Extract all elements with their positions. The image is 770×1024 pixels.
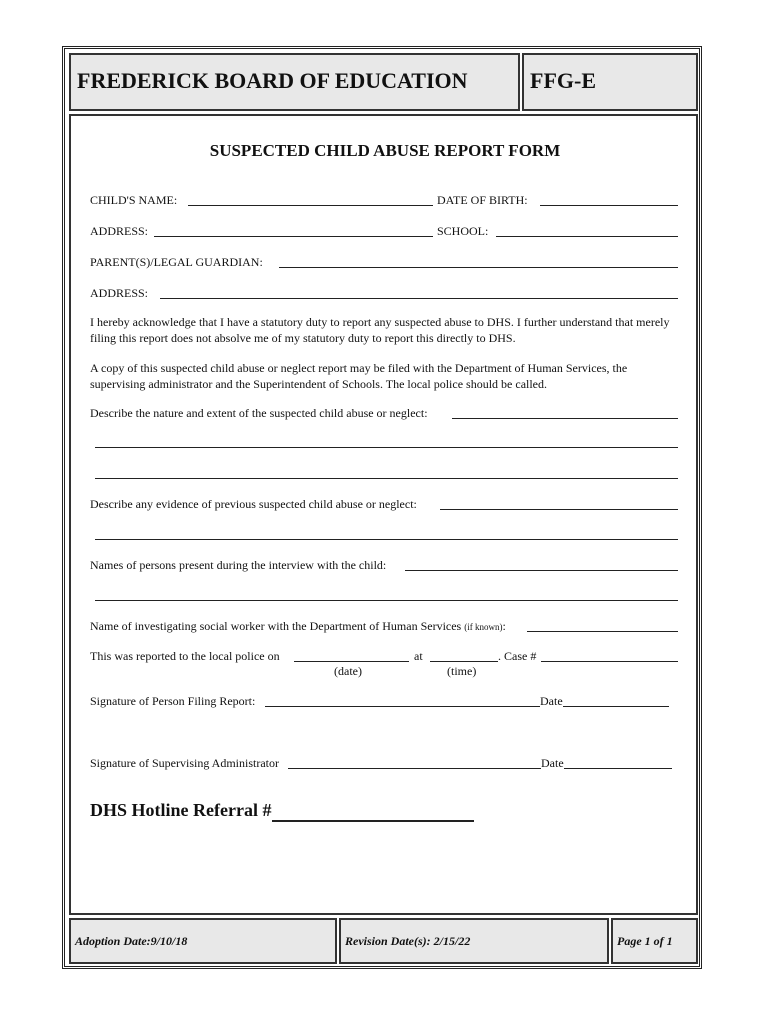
page-number: Page 1 of 1 [617,934,673,948]
time-caption: (time) [447,664,477,678]
persons-present-label: Names of persons present during the interview with the child: [90,558,387,572]
form-title: SUSPECTED CHILD ABUSE REPORT FORM [209,141,561,160]
if-known-note: (if known) [464,622,503,632]
describe-line-3[interactable] [95,478,678,479]
child-name-label: CHILD'S NAME: [90,193,178,207]
case-number-field[interactable] [541,661,678,662]
previous-evidence-line-2[interactable] [95,539,678,540]
describe-line-2[interactable] [95,447,678,448]
board-title: FREDERICK BOARD OF EDUCATION [77,68,468,93]
social-worker-label [90,619,506,634]
footer-adoption-cell [69,918,337,964]
social-worker-colon: : [502,619,506,633]
signature-admin-label: Signature of Supervising Administrator [90,756,279,770]
acknowledgement-text: I hereby acknowledge that I have a statutory duty to report any suspected abuse to DHS. I further understand that merely filing this report does not absolve me of my statutory duty to report this directly to DHS. [90,315,670,345]
footer-page-cell [611,918,698,964]
signature-admin-field[interactable] [288,768,541,769]
date-caption: (date) [334,664,362,678]
header-code-cell [522,53,698,111]
revision-date: Revision Date(s): 2/15/22 [345,934,471,948]
copy-notice-text: A copy of this suspected child abuse or neglect report may be filed with the Department of Human Services, the supervising administrator and the Superintendent of Schools. The local police should be called. [90,361,628,391]
signature-admin-date-field[interactable] [564,768,672,769]
at-label: at [414,649,423,663]
dob-label: DATE OF BIRTH: [437,193,528,207]
police-label: This was reported to the local police on [90,649,280,663]
form-body [69,114,698,915]
signature-filing-date-field[interactable] [563,706,669,707]
child-name-field[interactable] [188,205,433,206]
persons-present-line-2[interactable] [95,600,678,601]
police-time-field[interactable] [430,661,498,662]
guardian-field[interactable] [279,267,678,268]
persons-present-field[interactable] [405,570,678,571]
policy-code: FFG-E [530,68,596,93]
address-field[interactable] [154,236,433,237]
school-label: SCHOOL: [437,224,489,238]
address-label: ADDRESS: [90,224,149,238]
signature-admin-date-label: Date [541,756,564,770]
describe-field[interactable] [452,418,678,419]
header-title-cell [69,53,520,111]
adoption-date: Adoption Date:9/10/18 [75,934,188,948]
signature-filing-field[interactable] [265,706,540,707]
signature-filing-date-label: Date [540,694,563,708]
describe-label: Describe the nature and extent of the suspected child abuse or neglect: [90,406,428,420]
school-field[interactable] [496,236,678,237]
guardian-address-label: ADDRESS: [90,286,149,300]
dob-field[interactable] [540,205,678,206]
social-worker-text: Name of investigating social worker with the Department of Human Services [90,619,462,633]
police-date-field[interactable] [294,661,409,662]
footer-revision-cell [339,918,609,964]
previous-evidence-label: Describe any evidence of previous suspected child abuse or neglect: [90,497,417,511]
previous-evidence-field[interactable] [440,509,678,510]
social-worker-field[interactable] [527,631,678,632]
case-label: . Case # [498,649,537,663]
guardian-label: PARENT(S)/LEGAL GUARDIAN: [90,255,263,269]
hotline-label: DHS Hotline Referral # [90,800,272,820]
signature-filing-label: Signature of Person Filing Report: [90,694,256,708]
guardian-address-field[interactable] [160,298,678,299]
hotline-field[interactable] [272,820,474,822]
